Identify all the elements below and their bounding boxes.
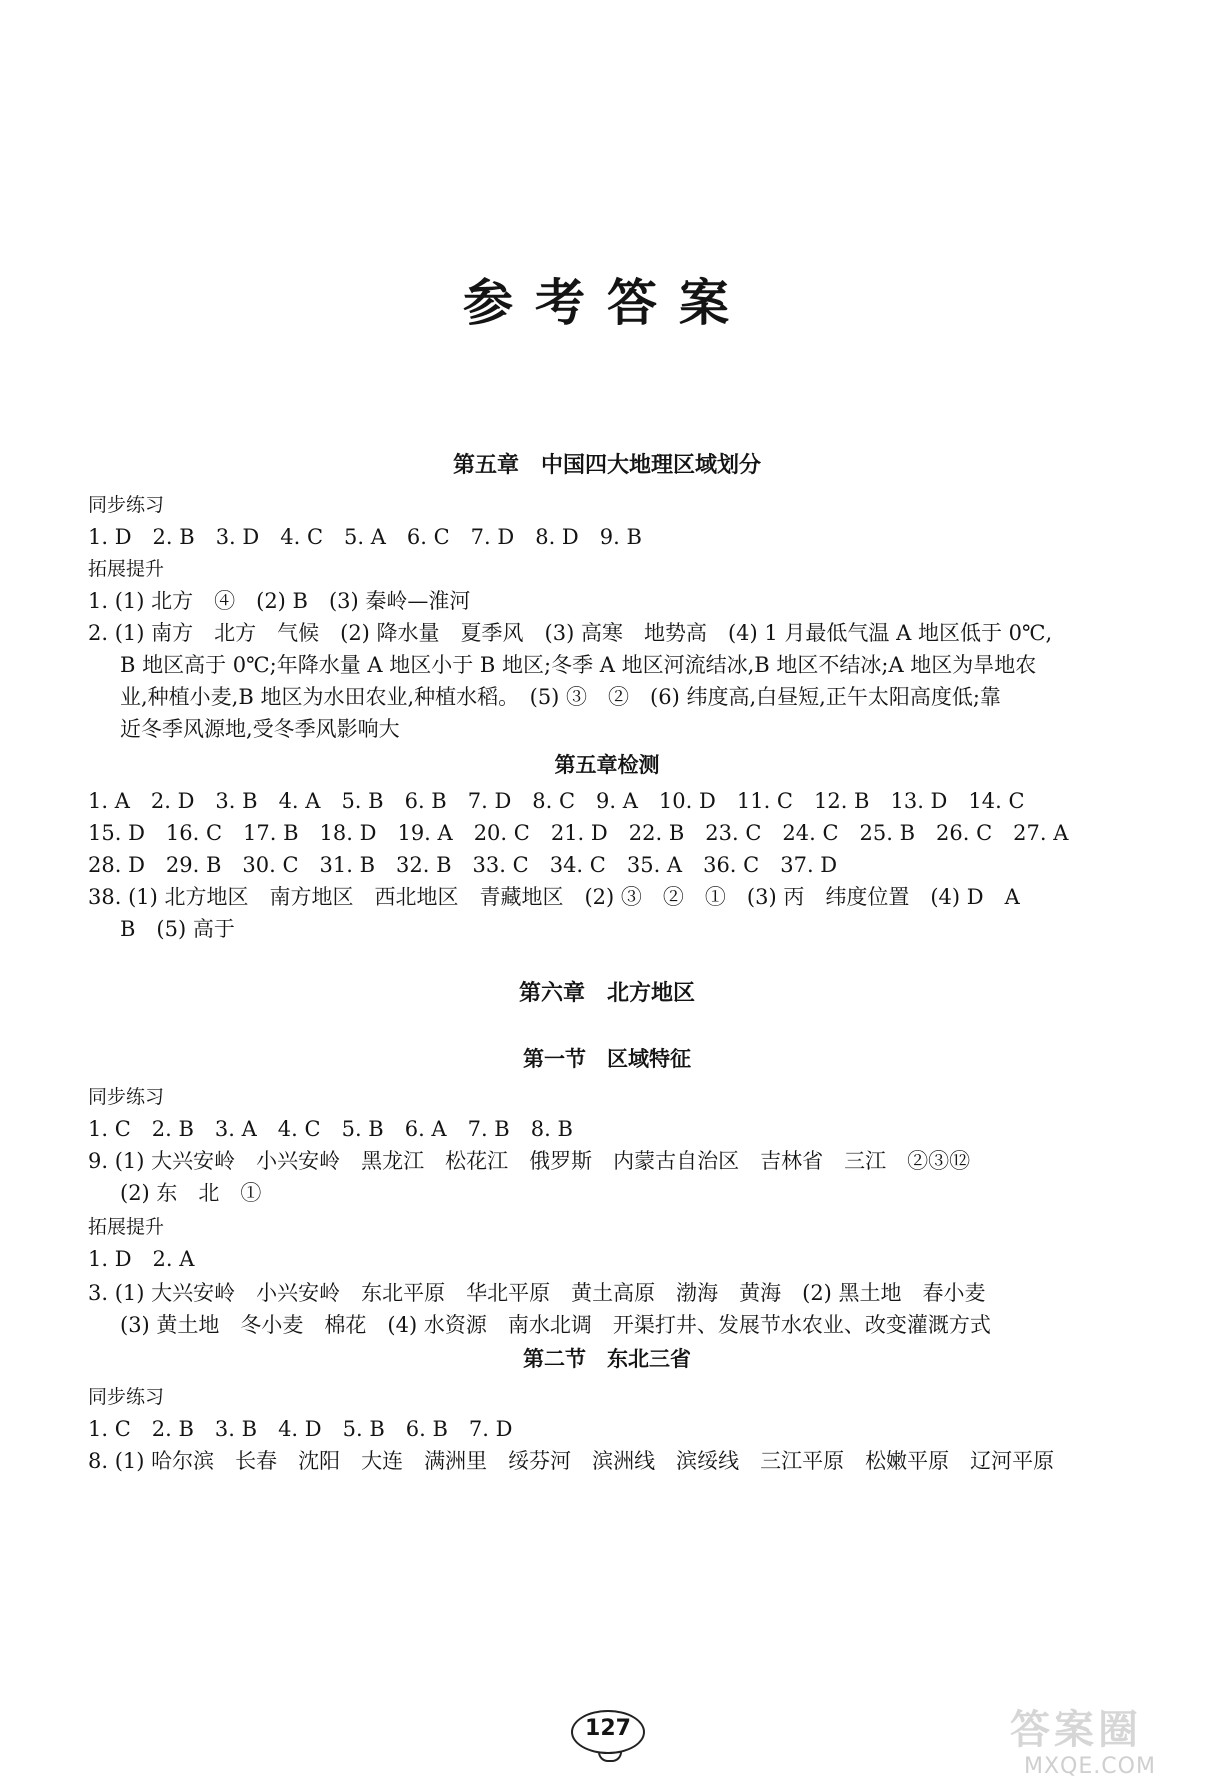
section1-q3-line: (3) 黄土地 冬小麦 棉花 (4) 水资源 南水北调 开渠打井、发展节水农业、改变灌溉方式: [120, 1313, 991, 1337]
chapter5-expand-line: 业,种植小麦,B 地区为水田农业,种植水稻。 (5) ③ ② (6) 纬度高,白昼短,正午太阳高度低;靠: [120, 685, 1001, 709]
test5-answer-line: 28. D 29. B 30. C 31. B 32. B 33. C 34. C 35. A 36. C 37. D: [88, 853, 838, 877]
globe-stand-icon: [598, 1752, 622, 1762]
test5-answer-continuation: B (5) 高于: [120, 917, 235, 941]
test5-answer-line: 38. (1) 北方地区 南方地区 西北地区 青藏地区 (2) ③ ② ① (3) 丙 纬度位置 (4) D A: [88, 885, 1020, 909]
chapter5-expand-line: 1. (1) 北方 ④ (2) B (3) 秦岭—淮河: [88, 589, 471, 613]
page-title: 参考答案: [463, 273, 751, 332]
section2-sync-answers: 1. C 2. B 3. B 4. D 5. B 6. B 7. D: [88, 1417, 513, 1441]
watermark-logo: 答案圈: [1010, 1707, 1142, 1753]
section1-expand-label: 拓展提升: [88, 1216, 165, 1238]
page-number-badge: [571, 1710, 645, 1760]
section1-expand-answers: 1. D 2. A: [88, 1247, 195, 1271]
section1-q9-line: 9. (1) 大兴安岭 小兴安岭 黑龙江 松花江 俄罗斯 内蒙古自治区 吉林省 三江 ②③⑫: [88, 1149, 971, 1173]
watermark-url: MXQE.COM: [1024, 1754, 1156, 1779]
chapter6-heading: 第六章 北方地区: [518, 981, 695, 1006]
chapter5-sync-label: 同步练习: [88, 494, 165, 516]
test5-heading: 第五章检测: [554, 753, 660, 777]
chapter5-sync-answers: 1. D 2. B 3. D 4. C 5. A 6. C 7. D 8. D 9. B: [88, 525, 642, 549]
chapter5-expand-line: 近冬季风源地,受冬季风影响大: [120, 717, 400, 741]
test5-answer-line: 1. A 2. D 3. B 4. A 5. B 6. B 7. D 8. C 9. A 10. D 11. C 12. B 13. D 14. C: [88, 789, 1025, 813]
section1-heading: 第一节 区域特征: [523, 1047, 691, 1071]
section2-sync-label: 同步练习: [88, 1386, 165, 1408]
section2-heading: 第二节 东北三省: [523, 1347, 691, 1371]
chapter5-expand-label: 拓展提升: [88, 558, 165, 580]
chapter5-expand-line: 2. (1) 南方 北方 气候 (2) 降水量 夏季风 (3) 高寒 地势高 (4) 1 月最低气温 A 地区低于 0℃,: [88, 621, 1053, 645]
test5-answer-line: 15. D 16. C 17. B 18. D 19. A 20. C 21. D 22. B 23. C 24. C 25. B 26. C 27. A: [88, 821, 1069, 845]
chapter5-expand-line: B 地区高于 0℃;年降水量 A 地区小于 B 地区;冬季 A 地区河流结冰,B 地区不结冰;A 地区为旱地农: [120, 653, 1037, 677]
section1-sync-label: 同步练习: [88, 1086, 165, 1108]
watermark: [1010, 1698, 1200, 1784]
section1-q3-line: 3. (1) 大兴安岭 小兴安岭 东北平原 华北平原 黄土高原 渤海 黄海 (2) 黑土地 春小麦: [88, 1281, 986, 1305]
chapter5-heading: 第五章 中国四大地理区域划分: [452, 453, 761, 478]
page-number: 127: [585, 1716, 631, 1741]
section1-q9-line: (2) 东 北 ①: [120, 1181, 262, 1205]
section1-sync-answers: 1. C 2. B 3. A 4. C 5. B 6. A 7. B 8. B: [88, 1117, 573, 1141]
section2-q8-line: 8. (1) 哈尔滨 长春 沈阳 大连 满洲里 绥芬河 滨洲线 滨绥线 三江平原 松嫩平原 辽河平原: [88, 1449, 1055, 1473]
